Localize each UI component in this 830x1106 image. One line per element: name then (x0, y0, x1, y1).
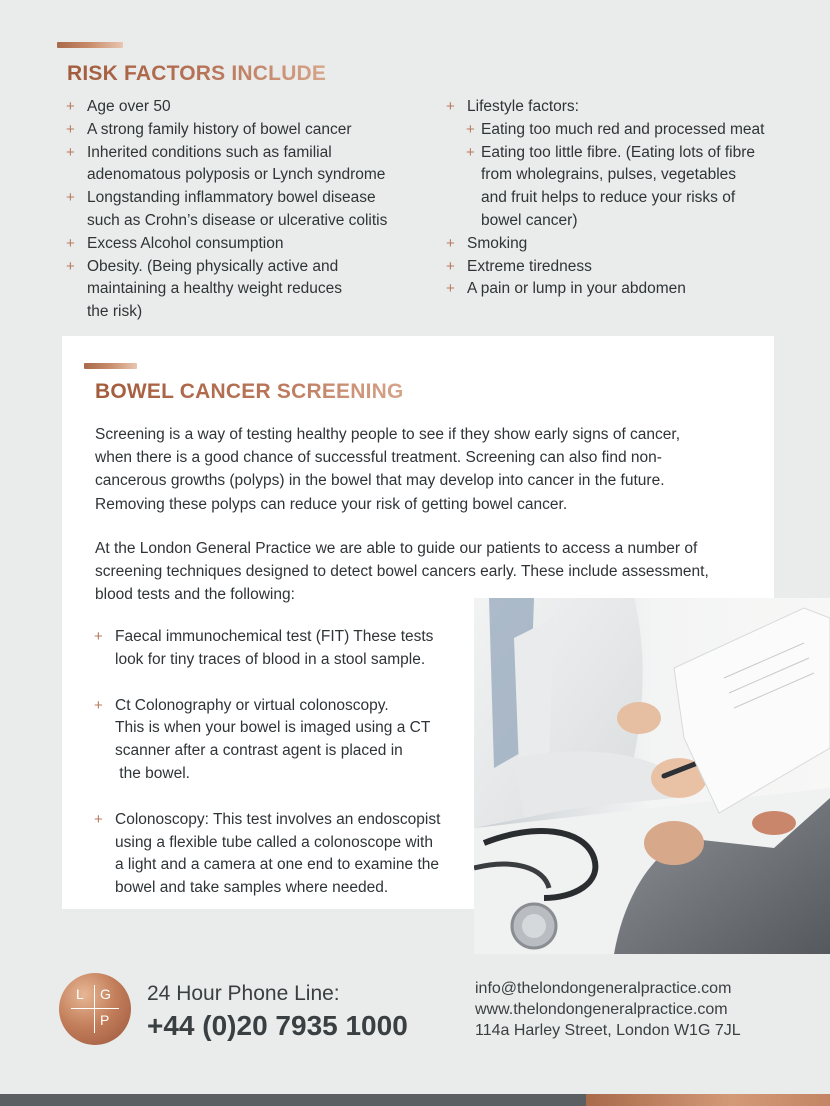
phone-number[interactable]: +44 (0)20 7935 1000 (147, 1010, 408, 1041)
sub-list-item: + Eating too much red and processed meat (446, 119, 816, 142)
plus-bullet-icon: + (446, 98, 455, 115)
list-item: + Colonoscopy: This test involves an endoscopist using a flexible tube called a colonoscope with a light and a camera at one end to examine the bowel and take samples where needed. (94, 810, 441, 897)
address-text: 114a Harley Street, London W1G 7JL (475, 1022, 741, 1039)
plus-bullet-icon: + (66, 189, 75, 207)
list-item: + Lifestyle factors: (446, 96, 816, 119)
screening-techniques-paragraph: At the London General Practice we are able to guide our patients to access a number of screening techniques designed to detect bowel cancers early. These include assessment, blood tests and the following: (95, 540, 709, 604)
list-item: + A strong family history of bowel cancer (66, 119, 436, 142)
plus-bullet-icon: + (446, 257, 455, 275)
email-link[interactable]: info@thelondongeneralpractice.com (475, 980, 732, 997)
list-item: + Faecal immunochemical test (FIT) These tests look for tiny traces of blood in a stool sample. (94, 628, 434, 668)
sub-list-item: + Eating too little fibre. (Eating lots of fibre from wholegrains, pulses, vegetables and fruit helps to reduce your risks of bowel cancer) (466, 143, 755, 229)
plus-bullet-icon: + (66, 143, 75, 161)
plus-bullet-icon: + (66, 98, 75, 115)
plus-bullet-icon: + (66, 257, 75, 275)
logo-letter-l: L (76, 986, 84, 1002)
risk-factors-accent-bar (57, 42, 123, 48)
plus-bullet-icon: + (446, 280, 455, 298)
logo-divider-horizontal (71, 1008, 119, 1009)
screening-heading: BOWEL CANCER SCREENING (95, 380, 404, 403)
plus-bullet-icon: + (94, 810, 103, 828)
list-item: + A pain or lump in your abdomen (446, 278, 816, 301)
logo-letter-p: P (100, 1012, 110, 1028)
list-item: + Inherited conditions such as familial adenomatous polyposis or Lynch syndrome (66, 143, 386, 184)
plus-bullet-icon: + (466, 143, 475, 161)
screening-accent-bar (84, 363, 137, 369)
bottom-accent-bar (586, 1094, 830, 1106)
doctor-consultation-illustration (474, 598, 830, 954)
list-item: + Age over 50 (66, 96, 436, 119)
website-link[interactable]: www.thelondongeneralpractice.com (475, 1001, 728, 1018)
plus-bullet-icon: + (94, 696, 103, 714)
list-item: + Extreme tiredness (446, 256, 816, 279)
list-item: + Ct Colonography or virtual colonoscopy. This is when your bowel is imaged using a CT scanner after a contrast agent is placed in the bowel. (94, 696, 431, 782)
plus-bullet-icon: + (446, 234, 455, 252)
contact-details (475, 978, 741, 1041)
doctor-consultation-photo (474, 598, 830, 954)
screening-tests-list (94, 626, 464, 900)
logo-divider-vertical (94, 985, 95, 1033)
list-item: + Obesity. (Being physically active and maintaining a healthy weight reduces the risk) (66, 257, 343, 321)
screening-intro-paragraph: Screening is a way of testing healthy people to see if they show early signs of cancer, when there is a good chance of successful treatment. Screening can also find non- cancerous growths (polyps) in the bowel that may develop into cancer in the future. Removing these polyps can reduce your risk of getting bowel cancer. (95, 426, 681, 513)
list-item: + Excess Alcohol consumption (66, 233, 436, 256)
plus-bullet-icon: + (466, 120, 475, 138)
list-item: + Smoking (446, 233, 816, 256)
lgp-logo (59, 973, 131, 1045)
phone-line-label: 24 Hour Phone Line: (147, 982, 340, 1005)
plus-bullet-icon: + (66, 120, 75, 138)
risk-factors-right-list (446, 96, 816, 301)
logo-letter-g: G (100, 986, 111, 1002)
list-item: + Longstanding inflammatory bowel disease such as Crohn’s disease or ulcerative colitis (66, 189, 388, 229)
plus-bullet-icon: + (66, 234, 75, 252)
risk-factors-left-list (66, 96, 436, 324)
risk-factors-heading: RISK FACTORS INCLUDE (67, 62, 327, 85)
plus-bullet-icon: + (94, 628, 103, 645)
